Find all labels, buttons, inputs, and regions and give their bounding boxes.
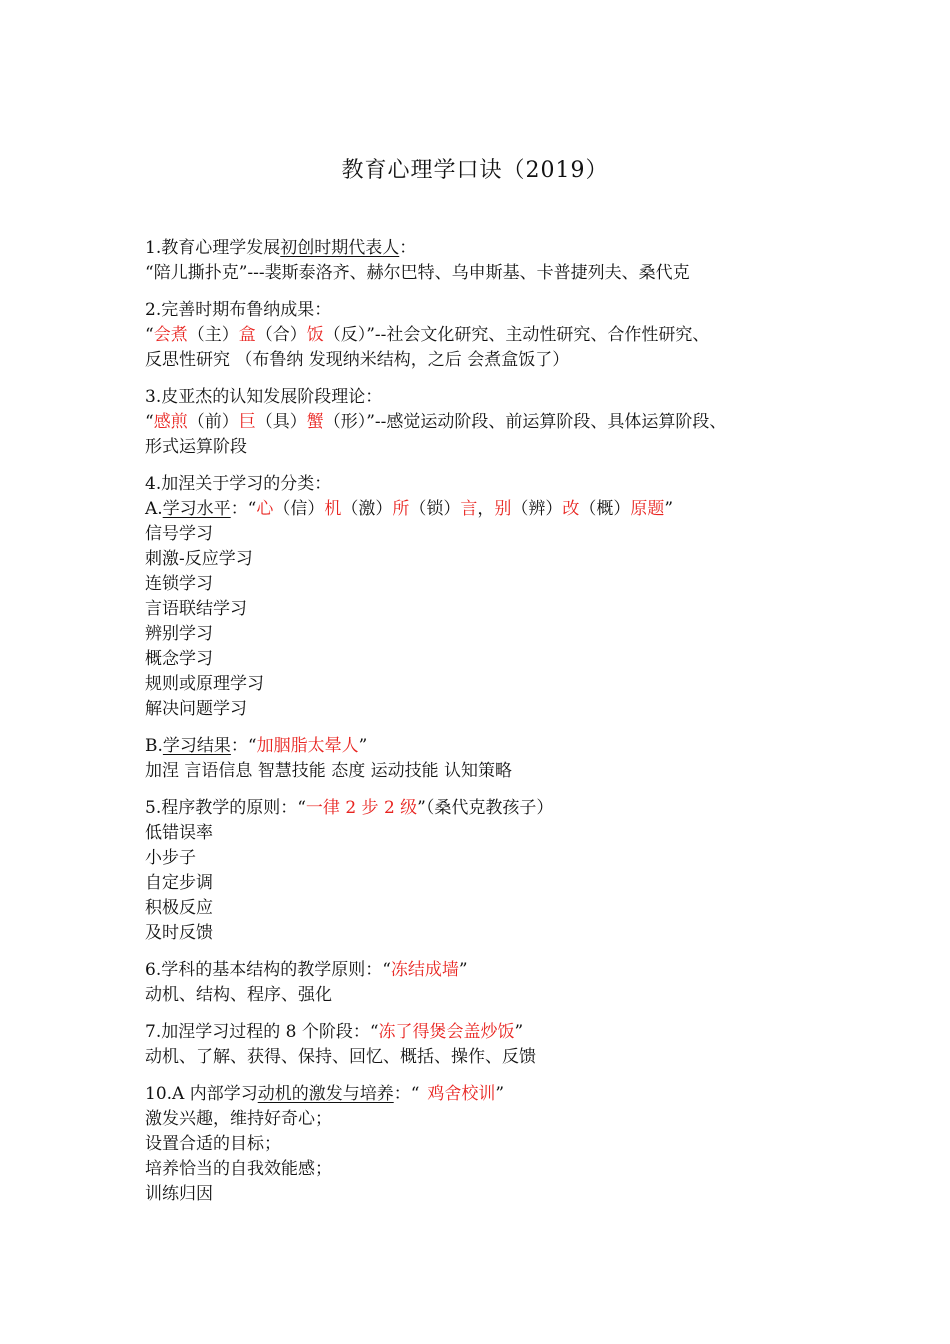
- underlined-text: 学习水平: [162, 499, 231, 519]
- heading-text: ：: [399, 238, 417, 258]
- underlined-text: 动机的激发与培养: [257, 1084, 394, 1104]
- plain-text: （概）: [579, 499, 631, 519]
- list-item: 低错误率: [145, 823, 213, 843]
- red-text: 蟹: [306, 412, 324, 432]
- list-item: 概念学习: [145, 649, 213, 669]
- list-item: 及时反馈: [145, 923, 213, 943]
- section-2-heading: 2.完善时期布鲁纳成果：: [145, 300, 332, 320]
- heading-text: 1.教育心理学发展: [145, 238, 281, 258]
- section-3-heading: 3.皮亚杰的认知发展阶段理论：: [145, 387, 383, 407]
- heading-text: 7.加涅学习过程的 8 个阶段：“: [145, 1022, 379, 1042]
- plain-text: （合）: [255, 325, 307, 345]
- red-text: 会煮: [153, 325, 188, 345]
- section-5: [145, 796, 845, 946]
- quote-mark: ”: [495, 1084, 505, 1104]
- section-7: [145, 1020, 845, 1070]
- list-item: 言语联结学习: [145, 599, 247, 619]
- plain-text: （前）: [187, 412, 239, 432]
- plain-text: （具）: [255, 412, 307, 432]
- heading-text: ：“: [393, 1084, 420, 1104]
- quote-mark: ”: [514, 1022, 524, 1042]
- section-7-heading: [145, 1020, 845, 1045]
- plain-text: （辨）: [511, 499, 563, 519]
- red-text: 鸡舍校训: [427, 1084, 496, 1104]
- underlined-text: 学习结果: [162, 736, 231, 756]
- section-4a-mnemonic: [145, 497, 845, 522]
- plain-text: （反）”--社会文化研究、主动性研究、合作性研究、: [323, 325, 710, 345]
- section-5-heading: [145, 796, 845, 821]
- section-6: [145, 958, 845, 1008]
- quote-mark: “: [145, 325, 154, 345]
- section-4: [145, 472, 845, 722]
- list-item: 信号学习: [145, 524, 213, 544]
- list-item: 规则或原理学习: [145, 674, 264, 694]
- section-2-mnemonic: [145, 323, 845, 348]
- red-text: 冻结成墙: [390, 960, 459, 980]
- red-text: 饭: [306, 325, 324, 345]
- red-text: 机: [324, 499, 342, 519]
- list-item: 解决问题学习: [145, 699, 247, 719]
- section-3-mnemonic: [145, 410, 845, 435]
- content: [145, 236, 845, 1219]
- heading-text: 6.学科的基本结构的教学原则：“: [145, 960, 391, 980]
- section-1-body: “陪儿撕扑克”---裴斯泰洛齐、赫尔巴特、乌申斯基、卡普捷列夫、桑代克: [145, 263, 690, 283]
- plain-text: （锁）: [409, 499, 461, 519]
- red-text: 言: [460, 499, 478, 519]
- list-item: 连锁学习: [145, 574, 213, 594]
- section-4-heading: 4.加涅关于学习的分类：: [145, 474, 332, 494]
- plain-text: （形）”--感觉运动阶段、前运算阶段、具体运算阶段、: [323, 412, 727, 432]
- red-text: 别: [494, 499, 512, 519]
- red-text: 一律 2 步 2 级: [305, 798, 418, 818]
- underlined-text: 初创时期代表人: [280, 238, 400, 258]
- heading-text: 10.A 内部学习: [145, 1084, 258, 1104]
- section-10-heading: [145, 1082, 845, 1107]
- list-item: 激发兴趣，维持好奇心；: [145, 1109, 332, 1129]
- plain-text: A.: [145, 499, 163, 519]
- red-text: 加胭脂太晕人: [256, 736, 359, 756]
- plain-text: （主）: [187, 325, 239, 345]
- section-2: [145, 298, 845, 373]
- red-text: 心: [256, 499, 274, 519]
- plain-text: （信）: [273, 499, 325, 519]
- list-item: 辨别学习: [145, 624, 213, 644]
- quote-mark: ”: [664, 499, 674, 519]
- red-text: 巨: [238, 412, 256, 432]
- quote-mark: “: [145, 412, 154, 432]
- section-7-body: 动机、了解、获得、保持、回忆、概括、操作、反馈: [145, 1047, 536, 1067]
- red-text: 盒: [238, 325, 256, 345]
- red-text: 改: [562, 499, 580, 519]
- list-item: 小步子: [145, 848, 196, 868]
- plain-text: ：“: [230, 736, 257, 756]
- red-text: 原题: [630, 499, 665, 519]
- heading-text: 5.程序教学的原则：“: [145, 798, 306, 818]
- section-2-body: 反思性研究 （布鲁纳 发现纳米结构，之后 会煮盒饭了）: [145, 350, 570, 370]
- section-3: [145, 385, 845, 460]
- red-text: 所: [392, 499, 410, 519]
- plain-text: B.: [145, 736, 163, 756]
- plain-text: ，: [477, 499, 495, 519]
- plain-text: ：“: [230, 499, 257, 519]
- section-1-heading: [145, 236, 845, 261]
- list-item: 刺激-反应学习: [145, 549, 253, 569]
- section-4b: [145, 734, 845, 784]
- section-4b-body: 加涅 言语信息 智慧技能 态度 运动技能 认知策略: [145, 761, 513, 781]
- plain-text: ”（桑代克教孩子）: [417, 798, 554, 818]
- section-10: [145, 1082, 845, 1207]
- quote-mark: ”: [358, 736, 368, 756]
- list-item: 训练归因: [145, 1184, 213, 1204]
- list-item: 积极反应: [145, 898, 213, 918]
- list-item: 培养恰当的自我效能感；: [145, 1159, 332, 1179]
- list-item: 设置合适的目标；: [145, 1134, 281, 1154]
- section-4b-mnemonic: [145, 734, 845, 759]
- quote-mark: ”: [458, 960, 468, 980]
- list-item: 自定步调: [145, 873, 213, 893]
- plain-text: （激）: [341, 499, 393, 519]
- red-text: 冻了得煲会盖炒饭: [378, 1022, 515, 1042]
- section-6-body: 动机、结构、程序、强化: [145, 985, 332, 1005]
- section-3-body: 形式运算阶段: [145, 437, 247, 457]
- red-text: 感煎: [153, 412, 188, 432]
- section-6-heading: [145, 958, 845, 983]
- page-title: 教育心理学口诀（2019）: [341, 158, 609, 183]
- section-1: [145, 236, 845, 286]
